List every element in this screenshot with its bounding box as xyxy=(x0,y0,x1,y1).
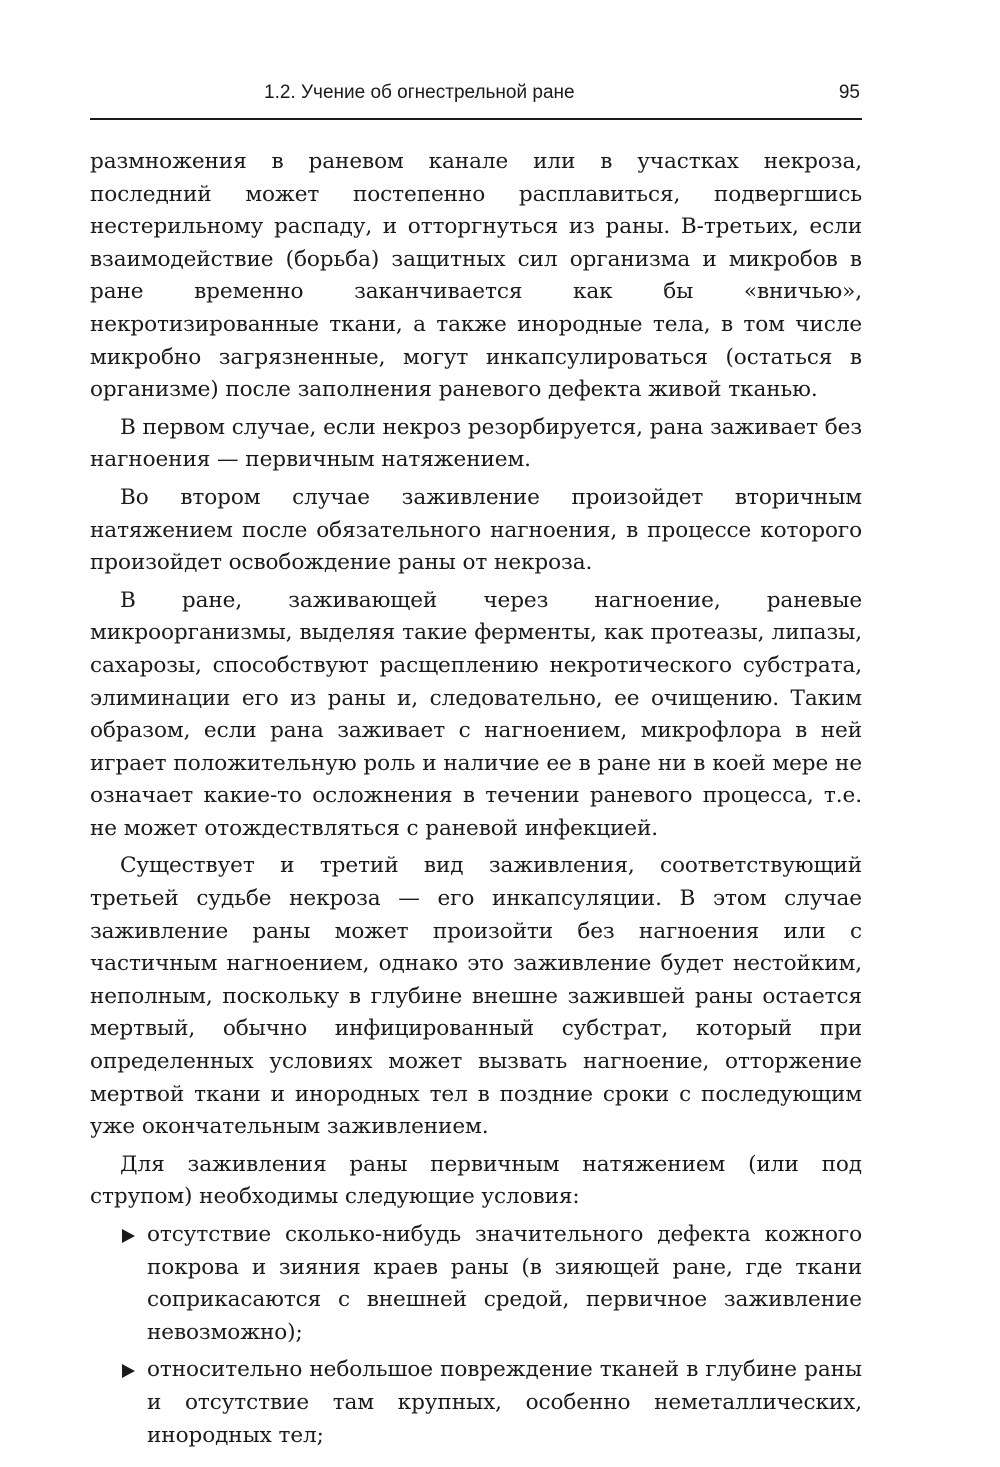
body-text xyxy=(90,146,862,1457)
paragraph: Во втором случае заживление произойдет вторичным натяжением после обязательного нагноения, в процессе которого произойдет освобождение раны от некроза. xyxy=(90,484,862,576)
list-item-text: отсутствие сколько-нибудь значительного дефекта кожного покрова и зияния краев раны (в зияющей ране, где ткани соприкасаются с внешней средой, первичное заживление невозможно); xyxy=(147,1222,862,1345)
paragraph-continuation: размножения в раневом канале или в участках некроза, последний может постепенно расплавиться, подвергшись нестерильному распаду, и отторгнуться из раны. В-третьих, если взаимодействие (борьба) защитных сил организма и микробов в ране временно заканчивается как бы «вничью», некротизированные ткани, а также инородные тела, в том числе микробно загрязненные, могут инкапсулироваться (остаться в организме) после заполнения раневого дефекта живой тканью. xyxy=(90,149,862,403)
paragraph: Для заживления раны первичным натяжением (или под струпом) необходимы следующие условия: xyxy=(90,1151,862,1210)
triangle-bullet-icon xyxy=(122,1229,135,1243)
list-item-text: относительно небольшое повреждение тканей в глубине раны и отсутствие там крупных, особенно неметаллических, инородных тел; xyxy=(147,1357,862,1448)
triangle-bullet-icon xyxy=(122,1364,135,1378)
paragraph: В первом случае, если некроз резорбируется, рана заживает без нагноения — первичным натяжением. xyxy=(90,414,862,473)
list-item xyxy=(120,1354,862,1452)
conditions-list xyxy=(90,1219,862,1452)
page-number: 95 xyxy=(838,82,860,103)
list-item xyxy=(120,1219,862,1349)
paragraph: Существует и третий вид заживления, соответствующий третьей судьбе некроза — его инкапсуляции. В этом случае заживление раны может произойти без нагноения или с частичным нагноением, однако это заживление будет нестойким, неполным, поскольку в глубине внешне зажившей раны остается мертвый, обычно инфицированный субстрат, который при определенных условиях может вызвать нагноение, отторжение мертвой ткани и инородных тел в поздние сроки с последующим уже окончательным заживлением. xyxy=(90,853,862,1140)
chapter-title: 1.2. Учение об огнестрельной ране xyxy=(264,82,575,103)
running-header xyxy=(90,78,862,120)
paragraph: В ране, заживающей через нагноение, раневые микроорганизмы, выделяя такие ферменты, как протеазы, липазы, сахарозы, способствуют расщеплению некротического субстрата, элиминации его из раны и, следовательно, ее очищению. Таким образом, если рана заживает с нагноением, микрофлора в ней играет положительную роль и наличие ее в ране ни в коей мере не означает какие-то осложнения в течении раневого процесса, т.е. не может отождествляться с раневой инфекцией. xyxy=(90,587,862,841)
